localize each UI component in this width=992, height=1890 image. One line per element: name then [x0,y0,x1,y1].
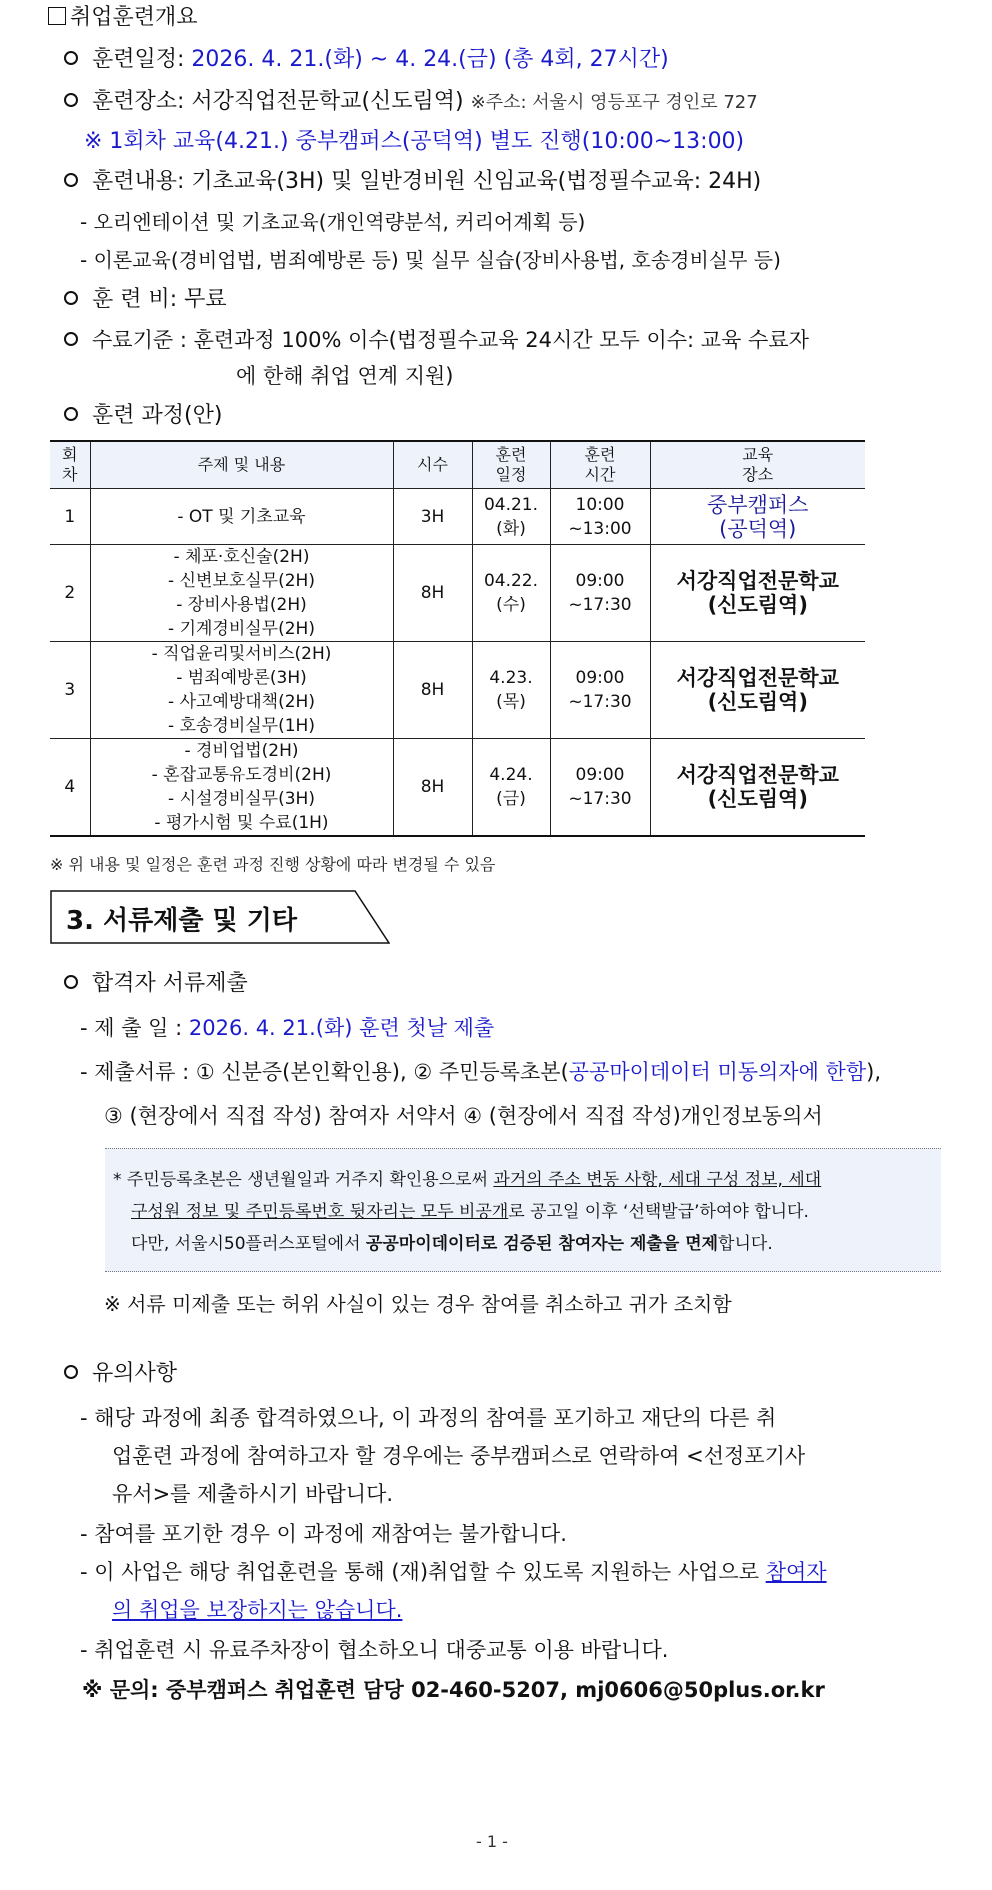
info-line-2: 구성원 정보 및 주민등록번호 뒷자리는 모두 비공개로 공고일 이후 ‘선택발급’하여야 합니다. [131,1202,809,1222]
cell-time: 10:00 ~13:00 [550,489,650,545]
content-line: 훈련내용: 기초교육(3H) 및 일반경비원 신임교육(법정필수교육: 24H) [64,164,761,195]
note-3-line-1: - 이 사업은 해당 취업훈련을 통해 (재)취업할 수 있도록 지원하는 사업으로 참여자 [80,1560,827,1584]
note-1-line-3: 유서>를 제출하시기 바랍니다. [112,1482,394,1506]
cell-topic: - OT 및 기초교육 [90,489,393,545]
info-box [105,1148,941,1272]
bullet-icon [64,93,78,107]
cell-hours: 8H [393,642,472,739]
cell-time: 09:00 ~17:30 [550,642,650,739]
header-date: 훈련 일정 [472,441,550,489]
note-1-line-1: - 해당 과정에 최종 합격하였으나, 이 과정의 참여를 포기하고 재단의 다른 취 [80,1406,777,1430]
cell-no: 4 [50,739,90,837]
cell-location: 서강직업전문학교 (신도림역) [650,545,865,642]
table-row [50,489,865,545]
contact-line: ※ 문의: 중부캠퍼스 취업훈련 담당 02-460-5207, mj0606@50plus.or.kr [82,1678,825,1702]
note-3-line-2: 의 취업을 보장하지는 않습니다. [112,1598,403,1622]
course-table [50,440,865,837]
bullet-icon [64,291,78,305]
header-location: 교육 장소 [650,441,865,489]
content-item: - 이론교육(경비업법, 범죄예방론 등) 및 실무 실습(장비사용법, 호송경비실무 등) [80,248,781,272]
cell-no: 1 [50,489,90,545]
table-row [50,642,865,739]
note-1-line-2: 업훈련 과정에 참여하고자 할 경우에는 중부캠퍼스로 연락하여 <선정포기사 [112,1444,806,1468]
docs-title: 합격자 서류제출 [64,966,248,997]
overview-heading: 취업훈련개요 [48,0,198,31]
content-item: - 오리엔테이션 및 기초교육(개인역량분석, 커리어계획 등) [80,210,586,234]
completion-line-2: 에 한해 취업 연계 지원) [236,364,454,388]
note-4: - 취업훈련 시 유료주차장이 협소하오니 대중교통 이용 바랍니다. [80,1638,669,1662]
info-line-3: 다만, 서울시50플러스포털에서 공공마이데이터로 검증된 참여자는 제출을 면제합니다. [131,1234,773,1254]
schedule-line: 훈련일정: 2026. 4. 21.(화) ~ 4. 24.(금) (총 4회, 27시간) [64,42,669,73]
bullet-icon [64,975,78,989]
cell-hours: 8H [393,739,472,837]
section-header [50,890,390,944]
header-hours: 시수 [393,441,472,489]
table-footnote: ※ 위 내용 및 일정은 훈련 과정 진행 상황에 따라 변경될 수 있음 [50,855,496,874]
bullet-icon [64,51,78,65]
place-line: 훈련장소: 서강직업전문학교(신도림역) ※주소: 서울시 영등포구 경인로 727 [64,84,758,115]
cell-date: 04.21. (화) [472,489,550,545]
schedule-value: 2026. 4. 21.(화) ~ 4. 24.(금) (총 4회, 27시간) [191,47,669,72]
completion-line: 수료기준 : 훈련과정 100% 이수(법정필수교육 24시간 모두 이수: 교육 수료자 [64,324,809,354]
checkbox-icon [48,7,66,25]
cell-location: 서강직업전문학교 (신도림역) [650,739,865,837]
notes-title: 유의사항 [64,1356,177,1387]
docs-line-2: ③ (현장에서 직접 작성) 참여자 서약서 ④ (현장에서 직접 작성)개인정보동의서 [104,1104,823,1128]
fee-line: 훈 련 비: 무료 [64,282,227,313]
page-number: - 1 - [476,1832,508,1851]
note-3-emphasis: 참여자 [765,1560,827,1584]
table-row [50,545,865,642]
header-time: 훈련 시간 [550,441,650,489]
bullet-icon [64,332,78,346]
submit-date-line: - 제 출 일 : 2026. 4. 21.(화) 훈련 첫날 제출 [80,1016,495,1040]
header-topic: 주제 및 내용 [90,441,393,489]
place-value: 서강직업전문학교(신도림역) [191,89,464,114]
bullet-icon [64,173,78,187]
cell-time: 09:00 ~17:30 [550,545,650,642]
cell-topic: - 경비업법(2H) - 혼잡교통유도경비(2H) - 시설경비실무(3H) - 평가시험 및 수료(1H) [90,739,393,837]
docs-line-1: - 제출서류 : ① 신분증(본인확인용), ② 주민등록초본(공공마이데이터 미동의자에 한함), [80,1060,881,1084]
cell-hours: 3H [393,489,472,545]
cell-location: 서강직업전문학교 (신도림역) [650,642,865,739]
cell-date: 04.22. (수) [472,545,550,642]
table-header-row [50,441,865,489]
bullet-icon [64,407,78,421]
cell-date: 4.24. (금) [472,739,550,837]
submit-date-value: 2026. 4. 21.(화) 훈련 첫날 제출 [188,1016,495,1040]
warning-line: ※ 서류 미제출 또는 허위 사실이 있는 경우 참여를 취소하고 귀가 조치함 [104,1292,732,1316]
docs-highlight: 공공마이데이터 미동의자에 한함 [568,1060,867,1084]
cell-no: 3 [50,642,90,739]
info-line-1: * 주민등록초본은 생년월일과 거주지 확인용으로써 과거의 주소 변동 사항, 세대 구성 정보, 세대 [113,1170,822,1190]
cell-topic: - 체포·호신술(2H) - 신변보호실무(2H) - 장비사용법(2H) - 기계경비실무(2H) [90,545,393,642]
course-title: 훈련 과정(안) [64,398,222,429]
cell-location: 중부캠퍼스 (공덕역) [650,489,865,545]
table-row [50,739,865,837]
cell-hours: 8H [393,545,472,642]
cell-topic: - 직업윤리및서비스(2H) - 범죄예방론(3H) - 사고예방대책(2H) - 호송경비실무(1H) [90,642,393,739]
note-2: - 참여를 포기한 경우 이 과정에 재참여는 불가합니다. [80,1522,567,1546]
header-no: 회 차 [50,441,90,489]
cell-no: 2 [50,545,90,642]
bullet-icon [64,1365,78,1379]
cell-time: 09:00 ~17:30 [550,739,650,837]
place-note: ※ 1회차 교육(4.21.) 중부캠퍼스(공덕역) 별도 진행(10:00~13:00) [84,129,745,154]
cell-date: 4.23. (목) [472,642,550,739]
place-address: ※주소: 서울시 영등포구 경인로 727 [470,92,758,113]
section-title: 3. 서류제출 및 기타 [66,906,297,936]
